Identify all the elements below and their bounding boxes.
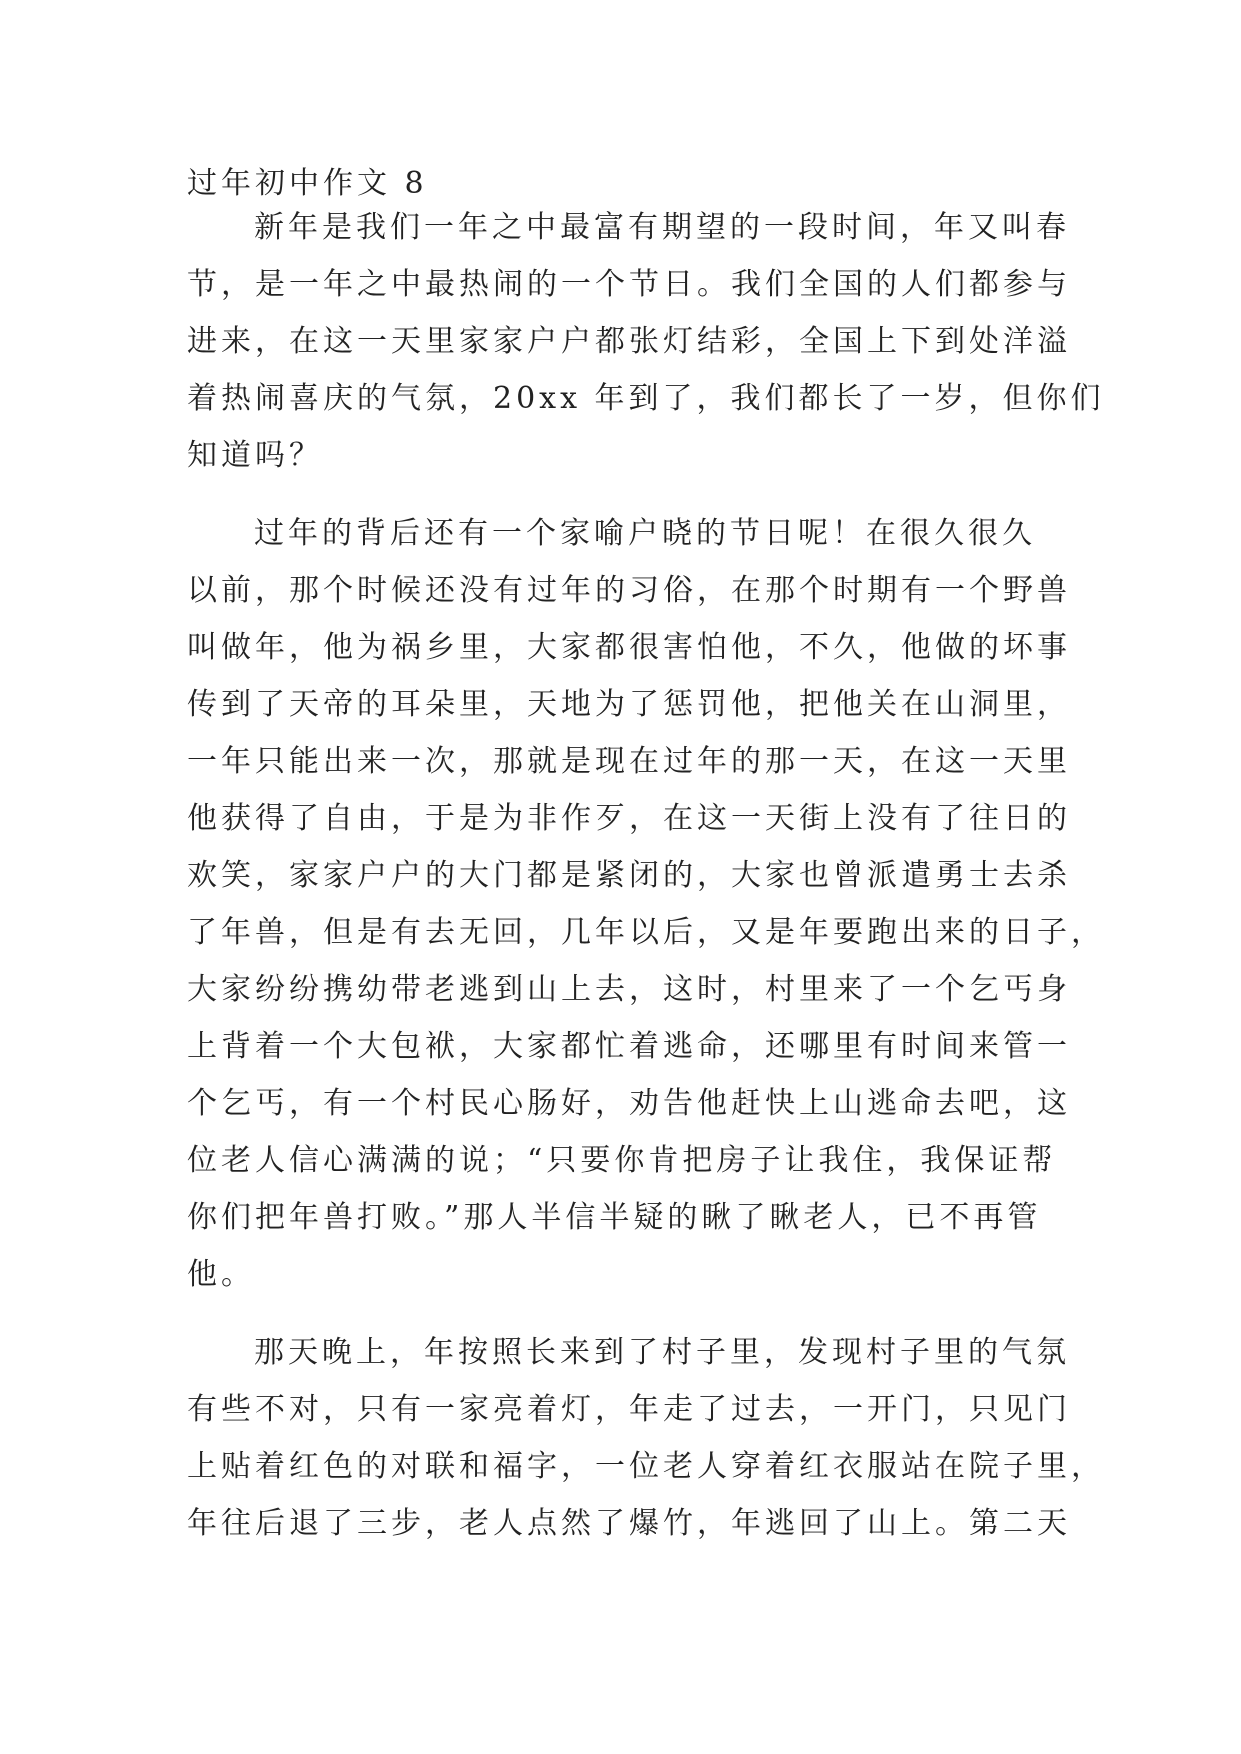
paragraph-2-line-10: 上背着一个大包袱，大家都忙着逃命，还哪里有时间来管一	[187, 1029, 1071, 1064]
paragraph-3-line-2: 有些不对，只有一家亮着灯，年走了过去，一开门，只见门	[187, 1392, 1071, 1427]
paragraph-3-line-4: 年往后退了三步，老人点然了爆竹，年逃回了山上。第二天	[187, 1506, 1071, 1541]
document-title: 过年初中作文 8	[187, 166, 428, 201]
paragraph-2-line-1: 过年的背后还有一个家喻户晓的节日呢！在很久很久	[254, 516, 1036, 551]
paragraph-2-line-3: 叫做年，他为祸乡里，大家都很害怕他，不久，他做的坏事	[187, 630, 1071, 665]
paragraph-3-line-3: 上贴着红色的对联和福字，一位老人穿着红衣服站在院子里，	[187, 1449, 1105, 1484]
paragraph-1-line-3: 进来，在这一天里家家户户都张灯结彩，全国上下到处洋溢	[187, 324, 1071, 359]
paragraph-2-line-9: 大家纷纷携幼带老逃到山上去，这时，村里来了一个乞丐身	[187, 972, 1071, 1007]
paragraph-2-line-14: 他。	[187, 1257, 255, 1292]
paragraph-2-line-6: 他获得了自由，于是为非作歹，在这一天街上没有了往日的	[187, 801, 1071, 836]
paragraph-1-line-4: 着热闹喜庆的气氛，20xx 年到了，我们都长了一岁，但你们	[187, 381, 1105, 416]
paragraph-2-line-4: 传到了天帝的耳朵里，天地为了惩罚他，把他关在山洞里，	[187, 687, 1071, 722]
paragraph-2-line-2: 以前，那个时候还没有过年的习俗，在那个时期有一个野兽	[187, 573, 1071, 608]
paragraph-2-line-13: 你们把年兽打败。”那人半信半疑的瞅了瞅老人，已不再管	[187, 1200, 1042, 1235]
paragraph-1-line-5: 知道吗？	[187, 438, 323, 473]
paragraph-3-line-1: 那天晚上，年按照长来到了村子里，发现村子里的气氛	[254, 1335, 1070, 1370]
paragraph-2-line-7: 欢笑，家家户户的大门都是紧闭的，大家也曾派遣勇士去杀	[187, 858, 1071, 893]
paragraph-1-line-1: 新年是我们一年之中最富有期望的一段时间，年又叫春	[254, 210, 1070, 245]
paragraph-2-line-12: 位老人信心满满的说；“只要你肯把房子让我住，我保证帮	[187, 1143, 1057, 1178]
paragraph-2-line-5: 一年只能出来一次，那就是现在过年的那一天，在这一天里	[187, 744, 1071, 779]
paragraph-2-line-11: 个乞丐，有一个村民心肠好，劝告他赶快上山逃命去吧，这	[187, 1086, 1071, 1121]
paragraph-2-line-8: 了年兽，但是有去无回，几年以后，又是年要跑出来的日子，	[187, 915, 1105, 950]
paragraph-1-line-2: 节，是一年之中最热闹的一个节日。我们全国的人们都参与	[187, 267, 1071, 302]
